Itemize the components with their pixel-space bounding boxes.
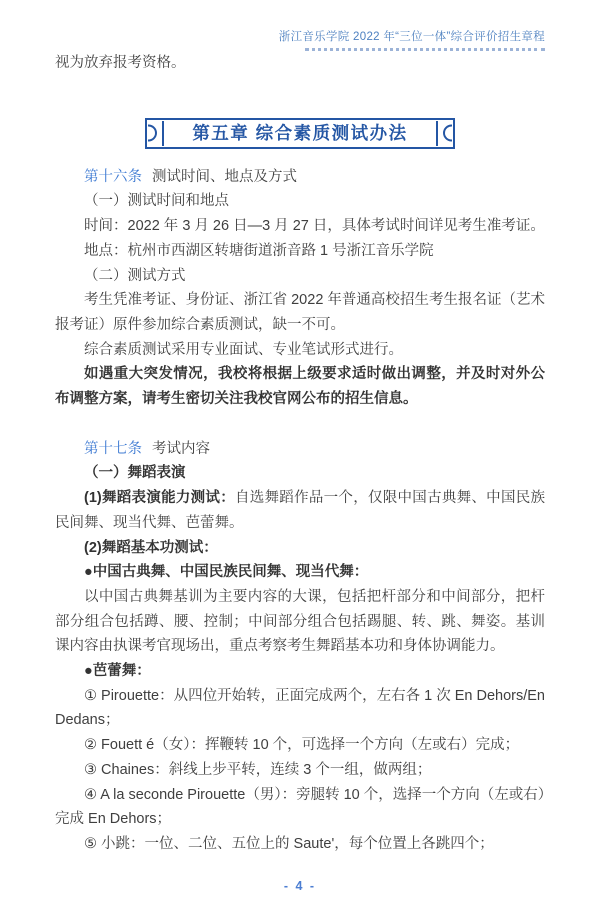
- header-title: 浙江音乐学院 2022 年“三位一体”综合评价招生章程: [278, 31, 545, 43]
- ballet-item-2: ② Fouett é（女）：挥鞭转 10 个，可选择一个方向（左或右）完成；: [84, 737, 520, 754]
- article-16: [55, 165, 545, 412]
- page-number: - 4 -: [283, 879, 317, 893]
- dance-basic-skill-test-label: (2)舞蹈基本功测试：: [84, 539, 218, 556]
- article-17-number: 第十七条: [84, 440, 142, 457]
- article-16-notice-paragraph: 如遇重大突发情况，我校将根据上级要求适时做出调整，并及时对外公布调整方案，请考生密切关注我校官网公布的招生信息。: [55, 366, 545, 408]
- article-16-title: 测试时间、地点及方式: [152, 168, 297, 185]
- ballet-item-4: ④ A la seconde Pirouette（男）：旁腿转 10 个，选择一个方向（左或右）完成 En Dehors；: [55, 786, 546, 828]
- article-16-time-line: 时间：2022 年 3 月 26 日—3 月 27 日，具体考试时间详见考生准考证。: [84, 218, 545, 235]
- banner-bar-left: [162, 121, 164, 146]
- article-16-heading: [55, 165, 545, 190]
- ballet-item-3: ③ Chaines：斜线上步平转，连续 3 个一组，做两组；: [84, 761, 432, 778]
- dance-performance-test-label: (1)舞蹈表演能力测试：: [84, 490, 235, 507]
- article-17-heading: [55, 437, 545, 462]
- article-16-item2-heading: （二）测试方式: [84, 267, 186, 284]
- chapter-banner: [145, 118, 455, 149]
- dance-performance-test-text: 自选舞蹈作品一个，仅限中国古典舞、中国民族民间舞、现当代舞、芭蕾舞。: [55, 490, 545, 531]
- chapter-title: 第五章 综合素质测试办法: [192, 122, 408, 143]
- article-17: [55, 437, 545, 857]
- article-16-place-line: 地点：杭州市西湖区转塘街道浙音路 1 号浙江音乐学院: [84, 242, 434, 259]
- banner-ornament-left: [148, 125, 157, 142]
- article-16-documents-paragraph: 考生凭准考证、身份证、浙江省 2022 年普通高校招生考生报名证（艺术报考证）原件参加综合素质测试，缺一不可。: [55, 292, 545, 333]
- ballet-heading: ●芭蕾舞：: [84, 663, 151, 680]
- lead-paragraph: 视为放弃报考资格。: [55, 55, 186, 71]
- ballet-item-1: ① Pirouette：从四位开始转，正面完成两个，左右各 1 次 En Dehors/En Dedans；: [55, 687, 545, 729]
- article-16-format-paragraph: 综合素质测试采用专业面试、专业笔试形式进行。: [84, 341, 403, 358]
- running-header: [55, 28, 545, 51]
- banner-ornament-right: [443, 125, 452, 142]
- ballet-item-5: ⑤ 小跳：一位、二位、五位上的 Saute'，每个位置上各跳四个；: [84, 835, 494, 852]
- chinese-dance-heading: ●中国古典舞、中国民族民间舞、现当代舞：: [84, 564, 369, 581]
- page-content: [0, 51, 600, 857]
- article-16-item1-heading: （一）测试时间和地点: [84, 193, 229, 210]
- banner-bar-right: [436, 121, 438, 146]
- chinese-dance-paragraph: 以中国古典舞基训为主要内容的大课，包括把杆部分和中间部分，把杆部分组合包括蹲、腰、控制；中间部分组合包括踢腿、转、跳、舞姿。基训课内容由执课考官现场出，重点考察考生舞蹈基本功和身体协调能力。: [55, 588, 545, 655]
- article-16-number: 第十六条: [84, 168, 142, 185]
- dance-performance-test-paragraph: [55, 486, 545, 535]
- article-17-title: 考试内容: [152, 440, 210, 457]
- article-17-section1-heading: （一）舞蹈表演: [84, 465, 186, 482]
